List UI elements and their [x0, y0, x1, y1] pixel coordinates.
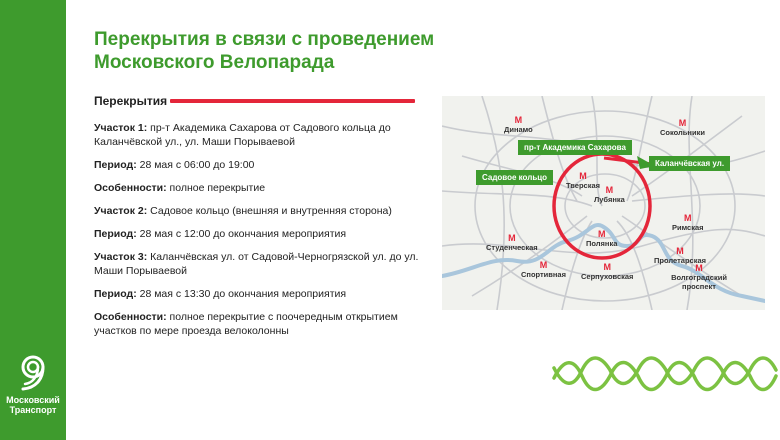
closure-text: 28 мая с 13:30 до окончания мероприятия: [136, 288, 347, 300]
closure-label: Период:: [94, 288, 137, 300]
station-label: Сокольники: [660, 128, 705, 137]
nine-logo-icon: [13, 352, 53, 392]
metro-icon: М: [514, 115, 523, 125]
closure-label: Участок 3:: [94, 251, 148, 263]
callout-academic-avenue: пр-т Академика Сахарова: [518, 140, 632, 155]
station-label: Волгоградский проспект: [671, 273, 727, 291]
callout-sadovoe-ring: Садовое кольцо: [476, 170, 553, 185]
metro-icon: М: [539, 260, 548, 270]
metro-icon: М: [676, 246, 684, 256]
metro-icon: М: [603, 262, 611, 272]
closure-text: 28 мая с 12:00 до окончания мероприятия: [136, 228, 347, 240]
station-lubyanka: [594, 186, 625, 204]
closure-text: полное перекрытие: [166, 182, 266, 194]
logo-text: Московский Транспорт: [6, 395, 60, 415]
closure-label: Участок 1:: [94, 122, 148, 134]
station-volgogradsky: [669, 264, 729, 291]
closure-label: Период:: [94, 159, 137, 171]
closure-text: Каланчёвская ул. от Садовой-Черногрязской ул. до ул. Маши Порываевой: [94, 251, 419, 277]
closure-label: Период:: [94, 228, 137, 240]
metro-icon: М: [605, 185, 614, 195]
red-divider: [170, 99, 415, 103]
station-label: Студенческая: [486, 243, 538, 252]
closure-label: Особенности:: [94, 311, 167, 323]
closure-segment-2: [94, 204, 424, 218]
closure-features-3: [94, 310, 424, 338]
closure-text: пр-т Академика Сахарова от Садового кольца до Каланчёвской ул., ул. Маши Порываевой: [94, 122, 391, 148]
closure-features-1: [94, 181, 424, 195]
station-studencheskaya: [486, 234, 538, 252]
section-heading: Перекрытия: [94, 94, 168, 108]
station-label: Серпуховская: [581, 272, 634, 281]
station-label: Спортивная: [521, 270, 566, 279]
metro-icon: М: [684, 213, 692, 223]
metro-icon: М: [597, 229, 606, 239]
closure-text: полное перекрытие с поочередным открытием участков по мере проезда велоколонны: [94, 311, 398, 337]
callout-kalanchevskaya: Каланчёвская ул.: [649, 156, 730, 171]
metro-icon: М: [695, 263, 703, 273]
metro-icon: М: [508, 233, 516, 243]
closure-segment-3: [94, 250, 424, 278]
closure-map: [442, 96, 765, 310]
decorative-wave-pattern: [552, 356, 778, 396]
moscow-transport-logo: [6, 352, 60, 415]
closure-label: Особенности:: [94, 182, 167, 194]
station-label: Римская: [672, 223, 704, 232]
station-label: Пролетарская: [654, 256, 707, 265]
brand-sidebar: [0, 0, 66, 440]
station-serpukhovskaya: [581, 263, 633, 281]
station-polyanka: [586, 230, 617, 248]
station-label: Полянка: [586, 239, 618, 248]
station-label: Лубянка: [594, 195, 625, 204]
metro-icon: М: [579, 171, 587, 181]
closure-text: Садовое кольцо (внешняя и внутренняя сторона): [147, 205, 392, 217]
station-dinamo: [504, 116, 533, 134]
closure-period-3: [94, 287, 424, 301]
station-sportivnaya: [521, 261, 566, 279]
closure-period-2: [94, 227, 424, 241]
station-label: Динамо: [504, 125, 533, 134]
page-title: Перекрытия в связи с проведением Московского Велопарада: [94, 29, 435, 73]
closure-text: 28 мая с 06:00 до 19:00: [136, 159, 255, 171]
metro-icon: М: [678, 118, 687, 128]
closure-period-1: [94, 158, 424, 172]
closures-list: [94, 121, 424, 347]
closure-segment-1: [94, 121, 424, 149]
closure-label: Участок 2:: [94, 205, 148, 217]
station-label: Тверская: [566, 181, 601, 190]
station-sokolniki: [660, 119, 705, 137]
station-rimskaya: [672, 214, 704, 232]
